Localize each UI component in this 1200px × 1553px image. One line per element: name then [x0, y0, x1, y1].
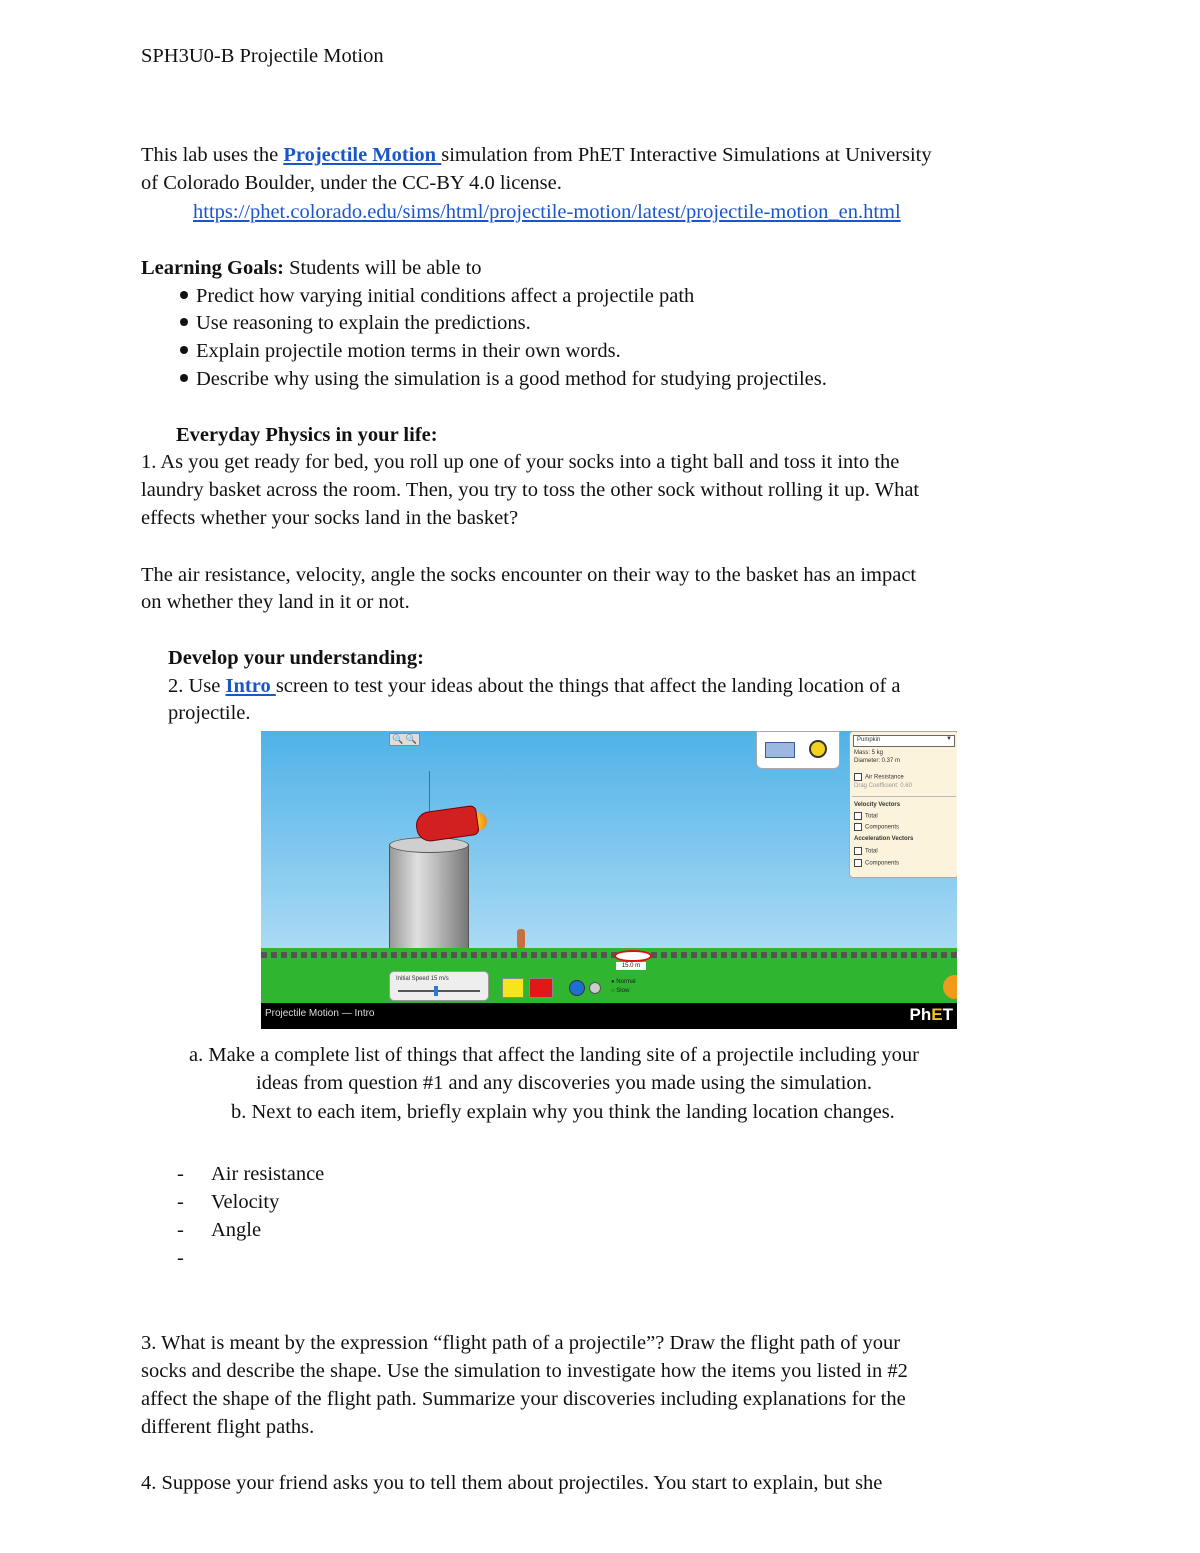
learning-goals-lead: Students will be able to — [283, 257, 482, 279]
tape-measure-icon — [809, 740, 827, 758]
divider — [852, 796, 956, 797]
list-item-text: Velocity — [211, 1191, 280, 1213]
goal-item — [180, 337, 621, 365]
play-icon — [569, 980, 585, 996]
checkbox-icon — [854, 812, 862, 820]
list-item — [177, 1216, 184, 1244]
learning-goals-line — [141, 254, 482, 282]
q4-line: 4. Suppose your friend asks you to tell them about projectiles. You start to explain, but she — [141, 1472, 883, 1494]
dash: - — [177, 1163, 184, 1185]
dropdown-value: Pumpkin — [857, 737, 881, 743]
air-resistance-label: Air Resistance — [865, 774, 904, 781]
bullet-icon — [180, 291, 188, 299]
velocity-total-row — [854, 812, 878, 820]
dash: - — [177, 1219, 184, 1241]
q3-line: socks and describe the shape. Use the simulation to investigate how the items you listed in #2 — [141, 1360, 908, 1382]
develop-heading: Develop your understanding: — [168, 647, 424, 669]
list-item-text: Angle — [211, 1219, 262, 1241]
list-item-text: Air resistance — [211, 1163, 325, 1185]
initial-speed-panel — [389, 971, 489, 1001]
q1-line: laundry basket across the room. Then, you try to toss the other sock without rolling it up. What — [141, 479, 920, 501]
speed-slider-thumb — [434, 986, 438, 996]
q3-line: affect the shape of the flight path. Summarize your discoveries including explanations for the — [141, 1388, 906, 1410]
intro-screen-link[interactable]: Intro — [225, 675, 276, 697]
answer-line: The air resistance, velocity, angle the socks encounter on their way to the basket has an impact — [141, 564, 917, 586]
dash: - — [177, 1191, 184, 1213]
goal-item — [180, 365, 827, 393]
simulation-screenshot — [261, 731, 957, 1029]
sim-footer — [261, 1003, 957, 1029]
q2-text-2: screen to test your ideas about the things that affect the landing location of a — [275, 675, 901, 697]
radio-normal-label: Normal — [616, 979, 636, 985]
goal-text: Predict how varying initial conditions affect a projectile path — [196, 285, 695, 307]
total-label: Total — [865, 848, 878, 855]
goal-text: Describe why using the simulation is a good method for studying projectiles. — [196, 368, 827, 390]
list-item — [177, 1160, 184, 1188]
toolbox — [756, 731, 840, 769]
cannon-tower — [389, 844, 469, 958]
sub-question-b: b. Next to each item, briefly explain why you think the landing location changes. — [231, 1101, 895, 1123]
document-header: SPH3U0-B Projectile Motion — [141, 45, 384, 67]
diameter-text: Diameter: 0.37 m — [854, 758, 901, 764]
projectile-dropdown — [853, 735, 955, 747]
q2-text-1: 2. Use — [168, 675, 226, 697]
total-label: Total — [865, 813, 878, 820]
ground-line — [261, 952, 957, 958]
speed-slider-track — [398, 990, 480, 992]
bullet-icon — [180, 374, 188, 382]
checkbox-icon — [854, 773, 862, 781]
q1-line: effects whether your socks land in the basket? — [141, 507, 519, 529]
q1-line: 1. As you get ready for bed, you roll up one of your socks into a tight ball and toss it into the — [141, 451, 900, 473]
dash: - — [177, 1247, 184, 1269]
goal-item — [180, 309, 531, 337]
phet-logo — [910, 1005, 953, 1025]
learning-goals-label: Learning Goals: — [141, 257, 284, 279]
answer-line: on whether they land in it or not. — [141, 591, 410, 613]
checkbox-icon — [854, 859, 862, 867]
acceleration-components-row — [854, 859, 899, 867]
checkbox-icon — [854, 847, 862, 855]
target-icon — [614, 950, 652, 962]
list-item — [177, 1188, 184, 1216]
bullet-icon — [180, 318, 188, 326]
zoom-buttons: 🔍 🔍 — [389, 733, 420, 746]
intro-line-2: of Colorado Boulder, under the CC-BY 4.0 license. — [141, 172, 562, 194]
drag-text: Drag Coefficient: 0.60 — [854, 783, 912, 789]
chevron-down-icon: ▼ — [946, 736, 952, 742]
q2-line — [168, 672, 901, 700]
fire-button — [529, 978, 553, 998]
q3-line: 3. What is meant by the expression “flight path of a projectile”? Draw the flight path of your — [141, 1332, 901, 1354]
sub-question-a: a. Make a complete list of things that affect the landing site of a projectile including your — [189, 1044, 920, 1066]
bullet-icon — [180, 346, 188, 354]
air-resistance-row — [854, 773, 904, 781]
phet-logo-t: T — [942, 1005, 953, 1024]
target-label: 15.0 m — [616, 962, 646, 970]
intro-text-2: simulation from PhET Interactive Simulations at University — [441, 144, 932, 166]
simulation-url-link[interactable]: https://phet.colorado.edu/sims/html/projectile-motion/latest/projectile-motion_en.html — [193, 201, 901, 223]
velocity-components-row — [854, 823, 899, 831]
step-icon — [589, 982, 601, 994]
erase-button — [502, 978, 524, 998]
phet-logo-e: E — [931, 1005, 943, 1024]
goal-text: Explain projectile motion terms in their own words. — [196, 340, 621, 362]
list-item — [177, 1244, 184, 1272]
sub-question-a-line-2: ideas from question #1 and any discoveries you made using the simulation. — [256, 1072, 873, 1094]
checkbox-icon — [854, 823, 862, 831]
person-icon — [517, 929, 525, 949]
mass-text: Mass: 5 kg — [854, 750, 884, 756]
sim-footer-title: Projectile Motion — Intro — [265, 1008, 375, 1019]
components-label: Components — [865, 860, 900, 867]
goal-item — [180, 282, 694, 310]
speed-radios: ● Normal ○ Slow — [611, 979, 636, 994]
acceleration-total-row — [854, 847, 878, 855]
speed-label: Initial Speed 15 m/s — [396, 976, 449, 982]
radio-slow-label: Slow — [616, 988, 630, 994]
components-label: Components — [865, 824, 900, 831]
projectile-settings-panel — [849, 731, 957, 878]
intro-paragraph — [141, 141, 932, 169]
ruler-icon — [765, 742, 795, 758]
everyday-heading: Everyday Physics in your life: — [176, 424, 438, 446]
goal-text: Use reasoning to explain the predictions. — [196, 312, 531, 334]
intro-text-1: This lab uses the — [141, 144, 284, 166]
projectile-motion-link[interactable]: Projectile Motion — [283, 144, 442, 166]
phet-logo-ph: Ph — [909, 1005, 932, 1024]
acceleration-vectors-label: Acceleration Vectors — [854, 836, 914, 842]
velocity-vectors-label: Velocity Vectors — [854, 802, 901, 808]
q3-line: different flight paths. — [141, 1416, 315, 1438]
cannon-icon — [414, 805, 480, 843]
q2-line-2: projectile. — [168, 702, 251, 724]
